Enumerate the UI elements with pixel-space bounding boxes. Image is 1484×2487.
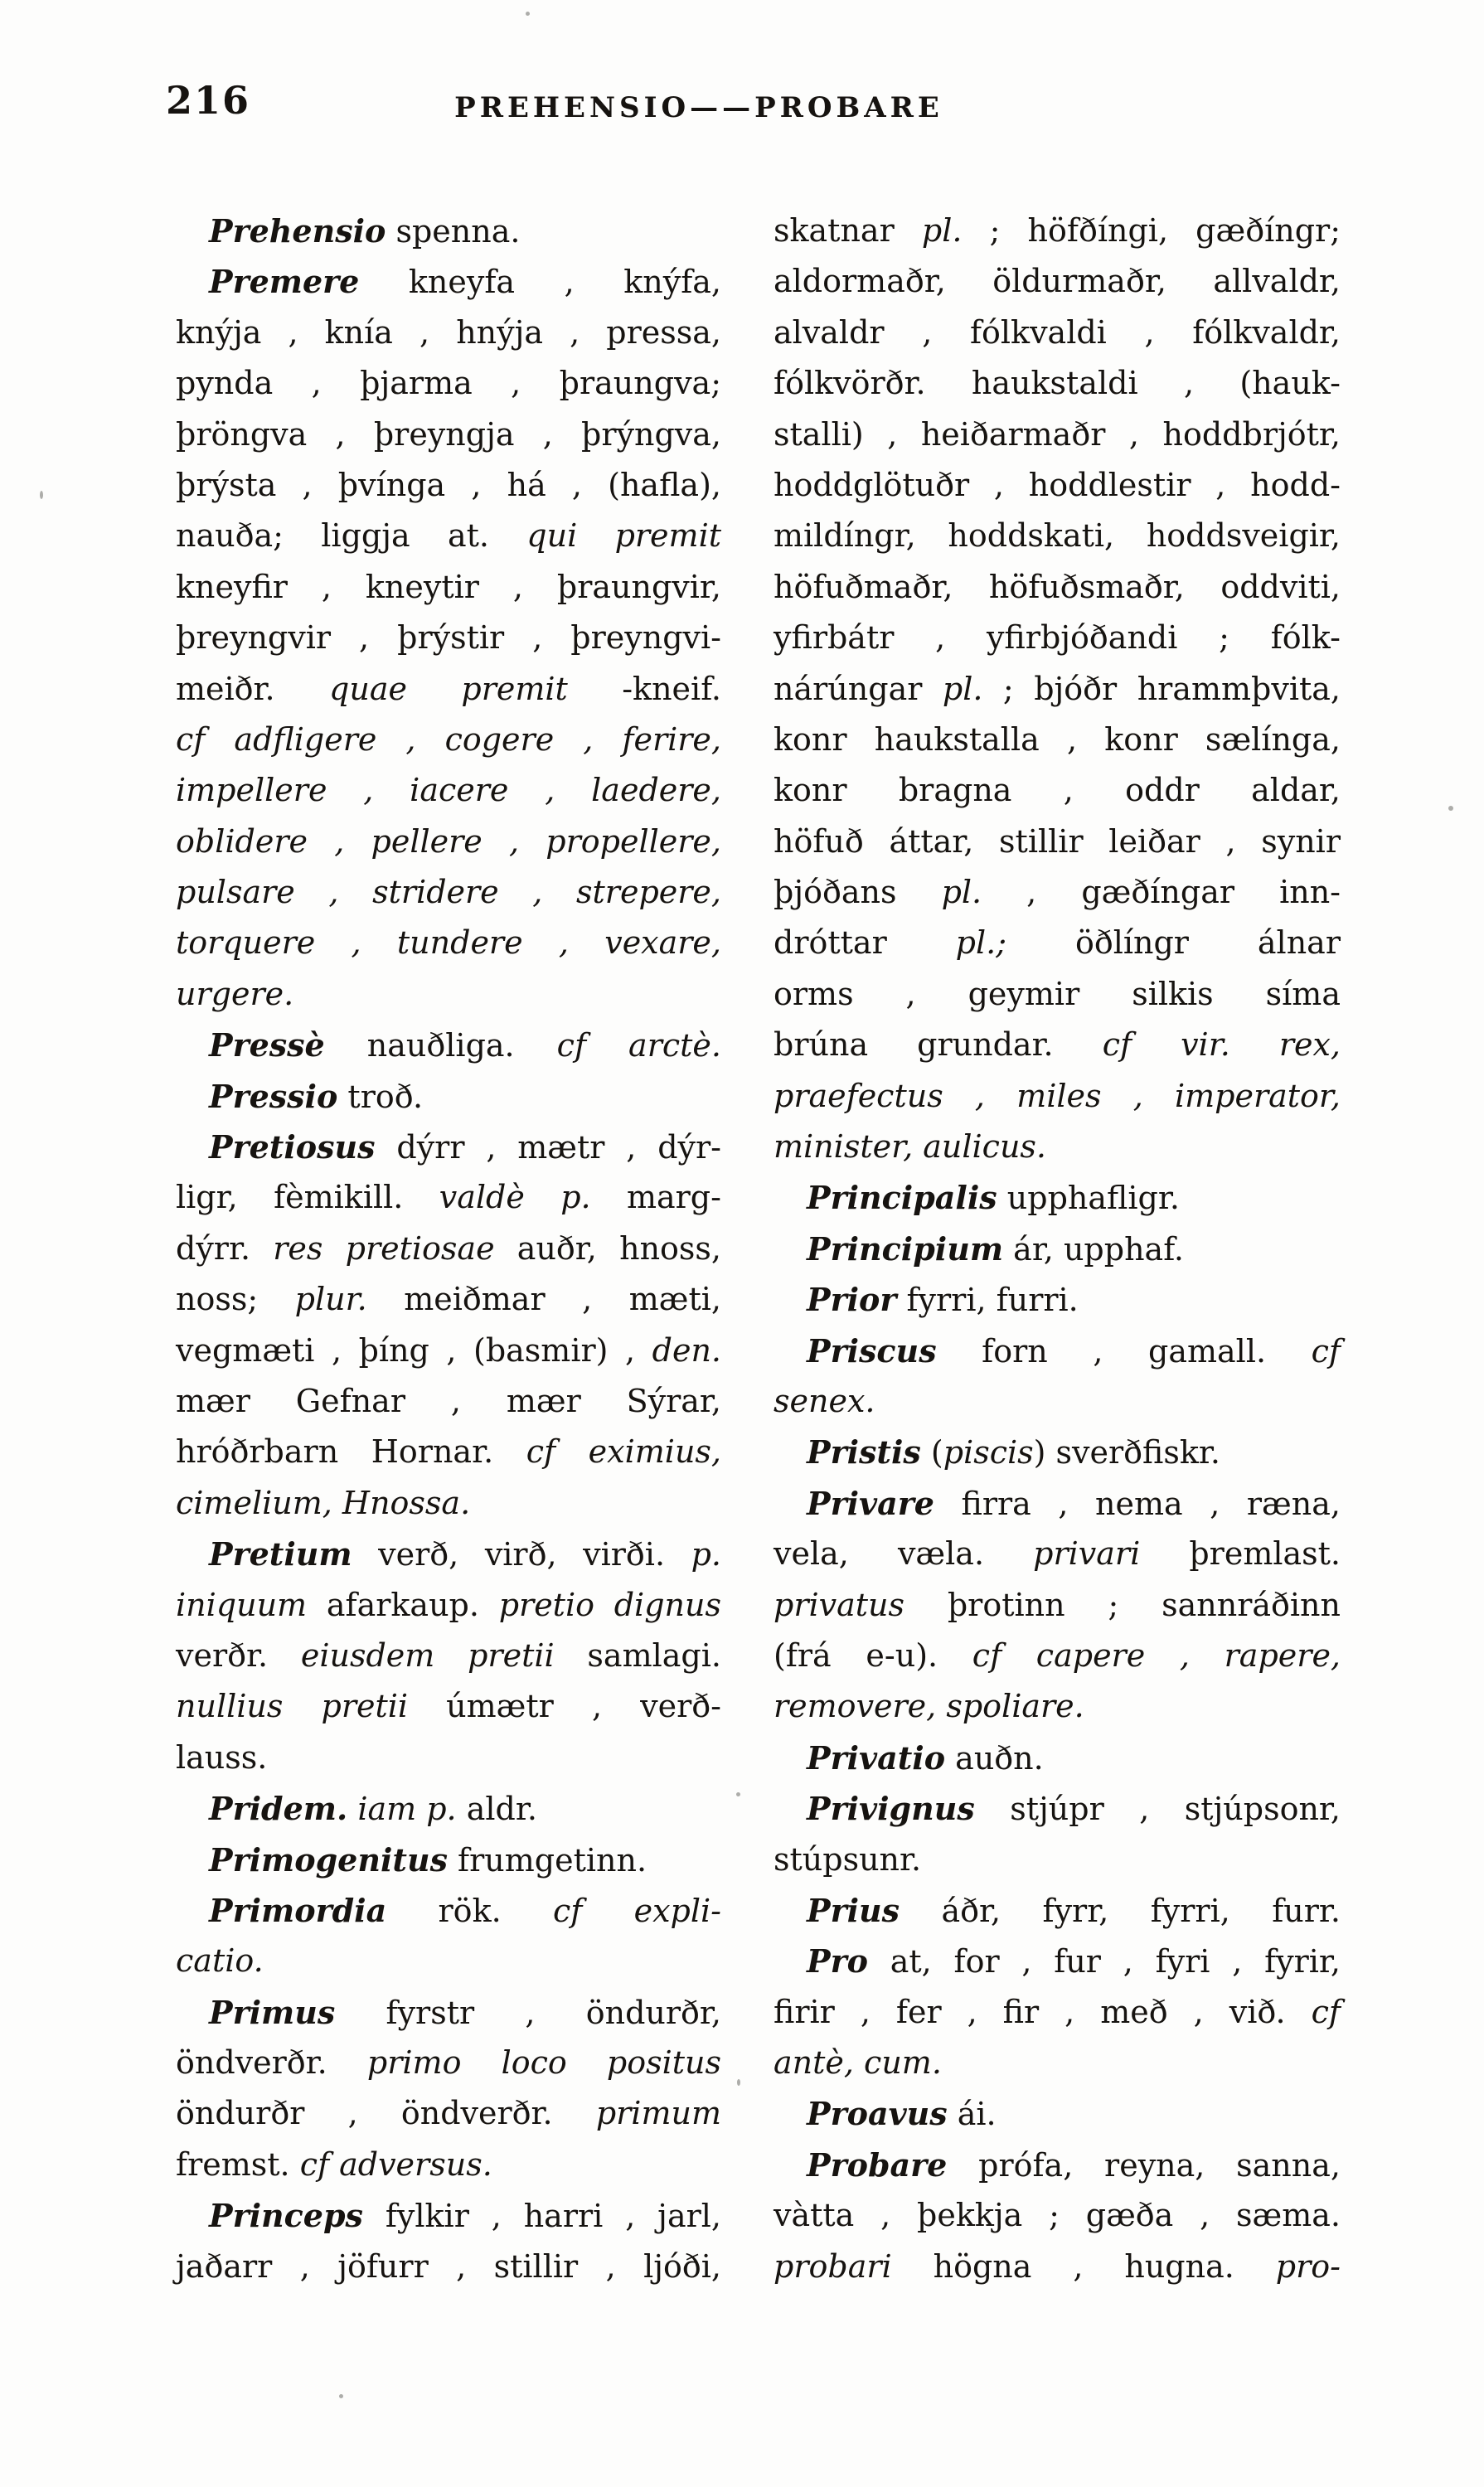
text-run: primum bbox=[595, 2095, 721, 2132]
text-run: brúna grundar. bbox=[774, 1026, 1103, 1064]
headword: Pressè bbox=[209, 1026, 325, 1064]
text-line bbox=[176, 664, 721, 715]
headword: Privignus bbox=[807, 1790, 975, 1828]
text-line bbox=[176, 817, 721, 867]
text-run: þreyngvir , þrýstir , þreyngvi- bbox=[176, 619, 721, 657]
text-run: cf bbox=[1311, 1993, 1341, 2030]
text-run: aldr. bbox=[456, 1791, 537, 1828]
text-line bbox=[176, 765, 721, 816]
text-run: pl. bbox=[941, 874, 982, 911]
text-run: þröngva , þreyngja , þrýngva, bbox=[176, 415, 721, 453]
headword: Privare bbox=[807, 1484, 934, 1522]
text-run: cf adfligere , cogere , ferire, bbox=[176, 720, 721, 758]
text-line bbox=[176, 1885, 721, 1936]
text-line bbox=[176, 256, 721, 307]
text-line bbox=[774, 256, 1341, 307]
text-run: res pretiosae bbox=[273, 1229, 495, 1267]
text-run: fyrstr , öndurðr, bbox=[335, 1994, 721, 2031]
text-run: samlagi. bbox=[554, 1636, 721, 1674]
headword: Pretiosus bbox=[209, 1128, 376, 1166]
text-run: cf bbox=[1311, 1332, 1341, 1370]
text-run: konr bragna , oddr aldar, bbox=[774, 772, 1341, 809]
text-run: firir , fer , fir , með , við. bbox=[774, 1993, 1312, 2030]
text-run: forn , gamall. bbox=[936, 1332, 1312, 1370]
text-run: mær Gefnar , mær Sýrar, bbox=[176, 1382, 721, 1419]
text-line bbox=[774, 511, 1341, 561]
text-run: cf vir. rex, bbox=[1102, 1026, 1341, 1064]
text-run: hoddglötuðr , hoddlestir , hodd- bbox=[774, 466, 1341, 503]
text-run: pro- bbox=[1275, 2247, 1341, 2285]
text-line bbox=[176, 1783, 721, 1834]
text-run: konr haukstalla , konr sælínga, bbox=[774, 720, 1341, 758]
text-run: p. bbox=[691, 1536, 721, 1573]
text-line bbox=[774, 1427, 1341, 1477]
text-run: pynda , þjarma , þraungva; bbox=[176, 365, 721, 402]
text-line bbox=[176, 1631, 721, 1681]
text-line bbox=[176, 2140, 721, 2190]
text-line bbox=[176, 1987, 721, 2038]
text-run: dýrr. bbox=[176, 1229, 274, 1267]
text-line bbox=[176, 1172, 721, 1223]
text-run: öndurðr , öndverðr. bbox=[176, 2095, 596, 2132]
text-line bbox=[774, 1172, 1341, 1223]
text-run: qui premit bbox=[526, 517, 722, 555]
text-line bbox=[774, 1631, 1341, 1681]
text-run: torquere , tundere , vexare, bbox=[176, 924, 721, 962]
text-run: dýrr , mætr , dýr- bbox=[375, 1129, 721, 1166]
text-run: hróðrbarn Hornar. bbox=[176, 1433, 526, 1471]
text-line bbox=[176, 1427, 721, 1477]
text-run: alvaldr , fólkvaldi , fólkvaldr, bbox=[774, 313, 1341, 351]
text-line bbox=[774, 1274, 1341, 1325]
text-run: ái. bbox=[947, 2096, 997, 2133]
text-run: áðr, fyrr, fyrri, furr. bbox=[900, 1892, 1341, 1929]
text-line bbox=[176, 206, 721, 256]
text-line bbox=[176, 2088, 721, 2139]
text-run bbox=[347, 1791, 357, 1827]
text-line bbox=[176, 1224, 721, 1274]
text-run: iam p. bbox=[357, 1791, 457, 1828]
text-run: prófa, reyna, sanna, bbox=[947, 2146, 1341, 2184]
text-line bbox=[774, 1071, 1341, 1122]
text-run: þjóðans bbox=[774, 874, 942, 911]
text-run: pl.; bbox=[955, 924, 1007, 962]
text-run: fólkvörðr. haukstaldi , (hauk- bbox=[774, 365, 1341, 402]
text-line bbox=[774, 206, 1341, 256]
text-run: ár, upphaf. bbox=[1003, 1230, 1185, 1268]
text-line bbox=[774, 2038, 1341, 2088]
text-run: skatnar bbox=[774, 212, 922, 249]
text-run: -kneif. bbox=[567, 670, 721, 707]
text-run: öndverðr. bbox=[176, 2044, 367, 2082]
text-run: þrotinn ; sannráðinn bbox=[904, 1586, 1341, 1623]
text-line bbox=[774, 460, 1341, 511]
text-run: þremlast. bbox=[1140, 1535, 1341, 1573]
text-line bbox=[176, 460, 721, 511]
text-run: , gæðíngar inn- bbox=[982, 874, 1341, 911]
text-run: stalli) , heiðarmaðr , hoddbrjótr, bbox=[774, 415, 1341, 453]
text-run: vàtta , þekkja ; gæða , sæma. bbox=[774, 2197, 1341, 2234]
text-line bbox=[176, 918, 721, 968]
text-run: ; höfðíngi, gæðíngr; bbox=[962, 212, 1341, 249]
text-line bbox=[774, 1478, 1341, 1529]
text-run: verðr. bbox=[176, 1636, 301, 1674]
text-run: minister, aulicus. bbox=[774, 1128, 1046, 1166]
text-run: oblidere , pellere , propellere, bbox=[176, 822, 721, 860]
text-run: meiðr. bbox=[176, 670, 330, 707]
text-line bbox=[176, 1580, 721, 1631]
text-run: ) sverðfiskr. bbox=[1033, 1434, 1220, 1471]
text-run: jaðarr , jöfurr , stillir , ljóði, bbox=[176, 2247, 721, 2285]
text-line bbox=[774, 1936, 1341, 1986]
text-run: nárúngar bbox=[774, 670, 943, 707]
text-line bbox=[774, 1122, 1341, 1172]
text-run: upphafligr. bbox=[997, 1180, 1180, 1217]
text-line bbox=[176, 715, 721, 765]
headword: Prior bbox=[807, 1281, 897, 1319]
text-run: kneyfir , kneytir , þraungvir, bbox=[176, 568, 721, 605]
text-run: at, for , fur , fyri , fyrir, bbox=[867, 1943, 1341, 1980]
headword: Pridem. bbox=[209, 1790, 348, 1828]
text-run: (frá e-u). bbox=[774, 1636, 972, 1674]
headword: Principium bbox=[807, 1229, 1004, 1268]
text-run: antè, cum. bbox=[774, 2044, 942, 2082]
headword: Prehensio bbox=[209, 212, 386, 250]
text-line bbox=[774, 1733, 1341, 1783]
page-number: 216 bbox=[166, 78, 251, 123]
text-line bbox=[774, 1376, 1341, 1427]
text-line bbox=[774, 1020, 1341, 1070]
text-line bbox=[176, 2038, 721, 2088]
text-line bbox=[774, 715, 1341, 765]
text-line bbox=[176, 1478, 721, 1529]
text-run: firra , nema , ræna, bbox=[934, 1485, 1341, 1522]
text-run: fyrri, furri. bbox=[896, 1282, 1079, 1319]
text-run: mildíngr, hoddskati, hoddsveigir, bbox=[774, 517, 1341, 555]
text-run: fremst. bbox=[176, 2145, 300, 2183]
text-line bbox=[176, 1274, 721, 1325]
text-run: eiusdem pretii bbox=[300, 1636, 555, 1674]
text-run: orms , geymir silkis síma bbox=[774, 975, 1341, 1012]
text-run: verð, virð, virði. bbox=[352, 1536, 691, 1573]
text-line bbox=[176, 358, 721, 409]
headword: Principalis bbox=[807, 1179, 997, 1217]
running-header: PREHENSIO——PROBARE bbox=[454, 91, 943, 124]
text-run: dróttar bbox=[774, 924, 956, 962]
text-run: frumgetinn. bbox=[447, 1841, 647, 1879]
text-line bbox=[176, 969, 721, 1020]
text-run: vegmæti , þíng , (basmir) , bbox=[176, 1331, 652, 1369]
text-run: auðn. bbox=[945, 1739, 1044, 1777]
text-run: praefectus , miles , imperator, bbox=[774, 1077, 1341, 1114]
text-run: knýja , knía , hnýja , pressa, bbox=[176, 313, 721, 351]
headword: Probare bbox=[807, 2145, 948, 2184]
column-left bbox=[176, 206, 721, 2292]
text-line bbox=[774, 358, 1341, 409]
scan-speck bbox=[339, 2394, 343, 2398]
text-run: iniquum bbox=[176, 1586, 308, 1623]
text-run: stjúpr , stjúpsonr, bbox=[974, 1791, 1341, 1828]
text-run: catio. bbox=[176, 1942, 264, 1980]
text-line bbox=[774, 918, 1341, 968]
headword: Proavus bbox=[807, 2095, 948, 2133]
text-run: cf adversus. bbox=[299, 2145, 492, 2183]
text-run: ( bbox=[920, 1434, 943, 1471]
text-run: yfirbátr , yfirbjóðandi ; fólk- bbox=[774, 619, 1341, 657]
text-line bbox=[176, 562, 721, 613]
text-run: ligr, fèmikill. bbox=[176, 1179, 439, 1216]
text-line bbox=[774, 817, 1341, 867]
text-line bbox=[176, 1376, 721, 1427]
text-line bbox=[176, 2190, 721, 2241]
text-run: primo loco positus bbox=[366, 2044, 722, 2082]
headword: Primogenitus bbox=[209, 1840, 448, 1879]
text-run: noss; bbox=[176, 1281, 295, 1318]
text-run: öðlíngr álnar bbox=[1006, 924, 1341, 962]
text-run: auðr, hnoss, bbox=[494, 1229, 722, 1267]
text-run: pulsare , stridere , strepere, bbox=[176, 874, 721, 911]
text-line bbox=[176, 1936, 721, 1986]
text-run: plur. bbox=[294, 1281, 367, 1318]
text-line bbox=[176, 308, 721, 358]
text-line bbox=[176, 2242, 721, 2292]
text-run: nauðliga. bbox=[324, 1027, 557, 1064]
headword: Primordia bbox=[209, 1891, 387, 1929]
text-line bbox=[176, 511, 721, 561]
text-line bbox=[774, 562, 1341, 613]
text-run: cf eximius, bbox=[526, 1433, 721, 1471]
text-run: kneyfa , knýfa, bbox=[359, 264, 721, 301]
text-line bbox=[176, 1071, 721, 1122]
text-run: afarkaup. bbox=[307, 1586, 499, 1623]
text-run: nullius pretii bbox=[176, 1688, 409, 1725]
text-run: stúpsunr. bbox=[774, 1840, 922, 1878]
text-run: pl. bbox=[921, 212, 963, 249]
text-run: pretio dignus bbox=[498, 1586, 721, 1623]
text-line bbox=[176, 1326, 721, 1376]
text-run: ; bjóðr hrammþvita, bbox=[982, 670, 1341, 707]
text-run: vela, væla. bbox=[774, 1535, 1034, 1573]
text-line bbox=[774, 867, 1341, 918]
headword: Premere bbox=[209, 263, 360, 301]
text-line bbox=[176, 1529, 721, 1579]
text-line bbox=[774, 613, 1341, 663]
text-line bbox=[774, 1580, 1341, 1631]
text-run: þrýsta , þvínga , há , (hafla), bbox=[176, 466, 721, 503]
text-line bbox=[176, 1122, 721, 1172]
text-run: spenna. bbox=[386, 213, 521, 250]
headword: Priscus bbox=[807, 1331, 937, 1370]
headword: Princeps bbox=[209, 2197, 363, 2235]
text-run: aldormaðr, öldurmaðr, allvaldr, bbox=[774, 263, 1341, 300]
headword: Pressio bbox=[209, 1077, 338, 1115]
headword: Primus bbox=[209, 1993, 336, 2031]
text-run: marg- bbox=[590, 1179, 721, 1216]
text-run: lauss. bbox=[176, 1738, 268, 1776]
text-run: nauða; liggja at. bbox=[176, 517, 527, 555]
text-run: troð. bbox=[337, 1078, 424, 1115]
text-line bbox=[774, 1529, 1341, 1579]
text-run: meiðmar , mæti, bbox=[366, 1281, 721, 1318]
text-run: cf arctè. bbox=[556, 1027, 721, 1064]
scan-speck bbox=[737, 2079, 740, 2086]
text-line bbox=[176, 1020, 721, 1070]
text-run: valdè p. bbox=[439, 1179, 591, 1216]
text-run: höfuð áttar, stillir leiðar , synir bbox=[774, 822, 1341, 860]
text-line bbox=[176, 1835, 721, 1885]
text-line bbox=[774, 765, 1341, 816]
headword: Pro bbox=[807, 1942, 868, 1980]
text-run: rök. bbox=[386, 1892, 553, 1929]
text-run: senex. bbox=[774, 1382, 875, 1419]
text-line bbox=[774, 308, 1341, 358]
text-run: cf expli- bbox=[552, 1892, 721, 1929]
scan-speck bbox=[1448, 806, 1453, 811]
text-run: piscis bbox=[943, 1434, 1034, 1471]
text-line bbox=[176, 410, 721, 460]
headword: Pretium bbox=[209, 1535, 352, 1573]
text-line bbox=[774, 664, 1341, 715]
text-line bbox=[774, 2242, 1341, 2292]
text-run: impellere , iacere , laedere, bbox=[176, 772, 721, 809]
text-run: cimelium, Hnossa. bbox=[176, 1484, 471, 1521]
text-line bbox=[176, 867, 721, 918]
text-run: högna , hugna. bbox=[891, 2247, 1276, 2285]
headword: Prius bbox=[807, 1891, 900, 1929]
scan-speck bbox=[736, 1792, 740, 1796]
text-line bbox=[774, 1783, 1341, 1834]
text-run: den. bbox=[652, 1331, 721, 1369]
text-line bbox=[176, 613, 721, 663]
text-line bbox=[774, 1885, 1341, 1936]
text-run: urgere. bbox=[176, 975, 294, 1012]
text-line bbox=[176, 1681, 721, 1732]
scan-speck bbox=[40, 491, 43, 499]
text-run: fylkir , harri , jarl, bbox=[362, 2198, 721, 2235]
scan-speck bbox=[526, 12, 530, 16]
headword: Pristis bbox=[807, 1433, 921, 1471]
headword: Privatio bbox=[807, 1738, 946, 1777]
text-run: privatus bbox=[774, 1586, 905, 1623]
text-run: removere, spoliare. bbox=[774, 1688, 1084, 1725]
text-run: privari bbox=[1033, 1535, 1141, 1573]
text-run: quae premit bbox=[329, 670, 568, 707]
text-line bbox=[774, 2140, 1341, 2190]
text-line bbox=[774, 2190, 1341, 2241]
text-line bbox=[774, 1681, 1341, 1732]
text-line bbox=[774, 1224, 1341, 1274]
text-line bbox=[774, 1326, 1341, 1376]
text-run: probari bbox=[774, 2247, 892, 2285]
text-run: úmætr , verð- bbox=[408, 1688, 721, 1725]
column-right bbox=[774, 206, 1341, 2292]
text-line bbox=[176, 1733, 721, 1783]
text-line bbox=[774, 1835, 1341, 1885]
text-line bbox=[774, 410, 1341, 460]
text-run: cf capere , rapere, bbox=[972, 1636, 1341, 1674]
text-line bbox=[774, 1987, 1341, 2038]
text-line bbox=[774, 2088, 1341, 2139]
text-run: höfuðmaðr, höfuðsmaðr, oddviti, bbox=[774, 568, 1341, 605]
text-line bbox=[774, 969, 1341, 1020]
text-run: pl. bbox=[942, 670, 983, 707]
